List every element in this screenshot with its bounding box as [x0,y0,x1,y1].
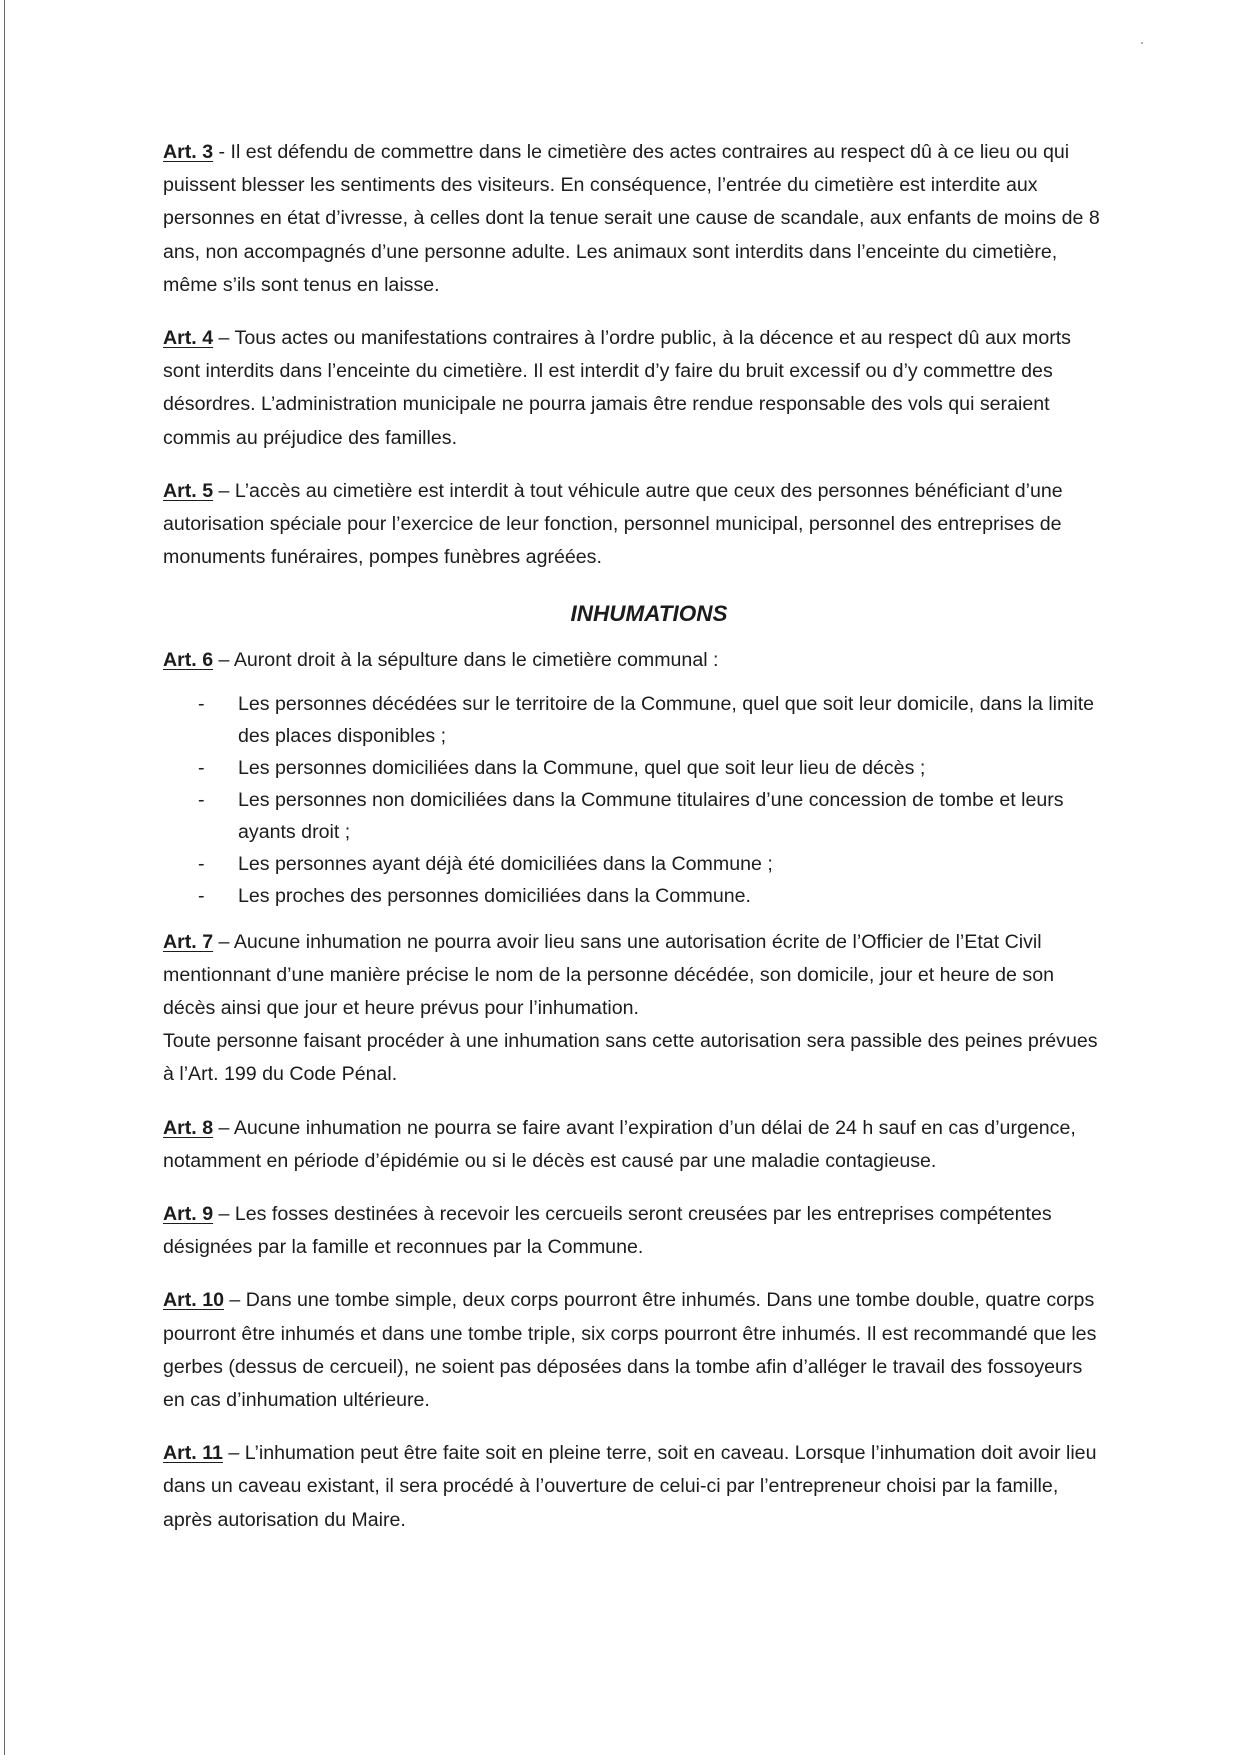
article-text: Les fosses destinées à recevoir les cercueils seront creusées par les entreprises compétentes désignées par la famille et reconnues par la Commune. [163,1203,1052,1259]
article-10 [163,1284,1103,1417]
article-separator: – [213,1116,234,1139]
article-text: L’accès au cimetière est interdit à tout véhicule autre que ceux des personnes bénéficiant d’une autorisation spéciale pour l’exercice de leur fonction, personnel municipal, personnel des entreprises de monuments funéraires, pompes funèbres agréées. [163,479,1063,569]
article-text: Dans une tombe simple, deux corps pourront être inhumés. Dans une tombe double, quatre corps pourront être inhumés et dans une tombe triple, six corps pourront être inhumés. Il est recommandé que les gerbes (dessus de cercueil), ne soient pas déposées dans la tombe afin d’alléger le travail des fossoyeurs en cas d’inhumation ultérieure. [163,1289,1097,1412]
article-text-continued: Toute personne faisant procéder à une inhumation sans cette autorisation sera passible des peines prévues à l’Art. 199 du Code Pénal. [163,1030,1098,1086]
bullet-dash: - [198,692,205,715]
article-label: Art. 9 [163,1203,214,1226]
list-item [163,848,1103,880]
article-11 [163,1437,1103,1537]
list-item-text: Les personnes décédées sur le territoire de la Commune, quel que soit leur domicile, dans la limite des places disponibles ; [238,692,1095,747]
burial-rights-list [163,688,1103,912]
article-separator: – [222,1442,245,1465]
article-separator: – [213,327,235,350]
article-text: Tous actes ou manifestations contraires à l’ordre public, à la décence et au respect dû aux morts sont interdits dans l’enceinte du cimetière. Il est interdit d’y faire du bruit excessif ou d’y commettre des désordres. L’administration municipale ne pourra jamais être rendue responsable des vols qui seraient commis au préjudice des familles. [163,327,1071,449]
article-separator: – [213,479,235,502]
article-8 [163,1112,1103,1178]
bullet-dash: - [198,756,205,779]
article-label: Art. 4 [163,327,214,350]
article-separator: – [213,649,234,672]
list-item-text: Les personnes ayant déjà été domiciliées dans la Commune ; [238,852,773,875]
article-label: Art. 6 [163,649,214,672]
article-separator: – [213,1203,235,1226]
bullet-dash: - [198,884,205,907]
list-item-text: Les personnes non domiciliées dans la Commune titulaires d’une concession de tombe et leurs ayants droit ; [238,788,1064,843]
article-6 [163,644,1103,677]
article-label: Art. 5 [163,479,214,502]
article-text: Aucune inhumation ne pourra avoir lieu sans une autorisation écrite de l’Officier de l’Etat Civil mentionnant d’une manière précise le nom de la personne décédée, son domicile, jour et heure de son décès ainsi que jour et heure prévus pour l’inhumation. [163,930,1054,1020]
bullet-dash: - [198,852,205,875]
article-label: Art. 7 [163,930,214,953]
bullet-dash: - [198,788,205,811]
article-separator: - [213,141,231,163]
article-label: Art. 10 [163,1289,224,1312]
article-text: Auront droit à la sépulture dans le cimetière communal : [233,649,719,672]
list-item [163,688,1103,752]
article-text: L’inhumation peut être faite soit en pleine terre, soit en caveau. Lorsque l’inhumation doit avoir lieu dans un caveau existant, il sera procédé à l’ouverture de celui-ci par l’entrepreneur choisi par la famille, après autorisation du Maire. [163,1442,1097,1531]
section-title: INHUMATIONS [570,601,728,627]
article-3 [163,136,1103,302]
list-item-text: Les proches des personnes domiciliées dans la Commune. [238,884,751,907]
article-label: Art. 8 [163,1116,214,1139]
article-4 [163,322,1103,455]
list-item-text: Les personnes domiciliées dans la Commune, quel que soit leur lieu de décès ; [238,756,926,779]
list-item [163,752,1103,784]
article-label: Art. 3 [163,141,214,163]
article-label: Art. 11 [163,1442,223,1465]
article-5 [163,475,1103,575]
document-page [163,136,1103,1557]
scan-left-edge [4,0,5,1755]
article-7 [163,926,1103,1092]
article-9 [163,1198,1103,1264]
article-text: Il est défendu de commettre dans le cimetière des actes contraires au respect dû à ce lieu ou qui puissent blesser les sentiments des visiteurs. En conséquence, l’entrée du cimetière est interdite aux personnes en état d’ivresse, à celles dont la tenue serait une cause de scandale, aux enfants de moins de 8 ans, non accompagnés d’une personne adulte. Les animaux sont interdits dans l’enceinte du cimetière, même s’ils sont tenus en laisse. [163,141,1100,296]
article-separator: – [213,930,234,953]
list-item [163,784,1103,848]
article-separator: – [223,1289,246,1312]
scan-speck [1141,42,1143,44]
list-item [163,880,1103,912]
article-text: Aucune inhumation ne pourra se faire avant l’expiration d’un délai de 24 h sauf en cas d’urgence, notamment en période d’épidémie ou si le décès est causé par une maladie contagieuse. [163,1116,1076,1172]
